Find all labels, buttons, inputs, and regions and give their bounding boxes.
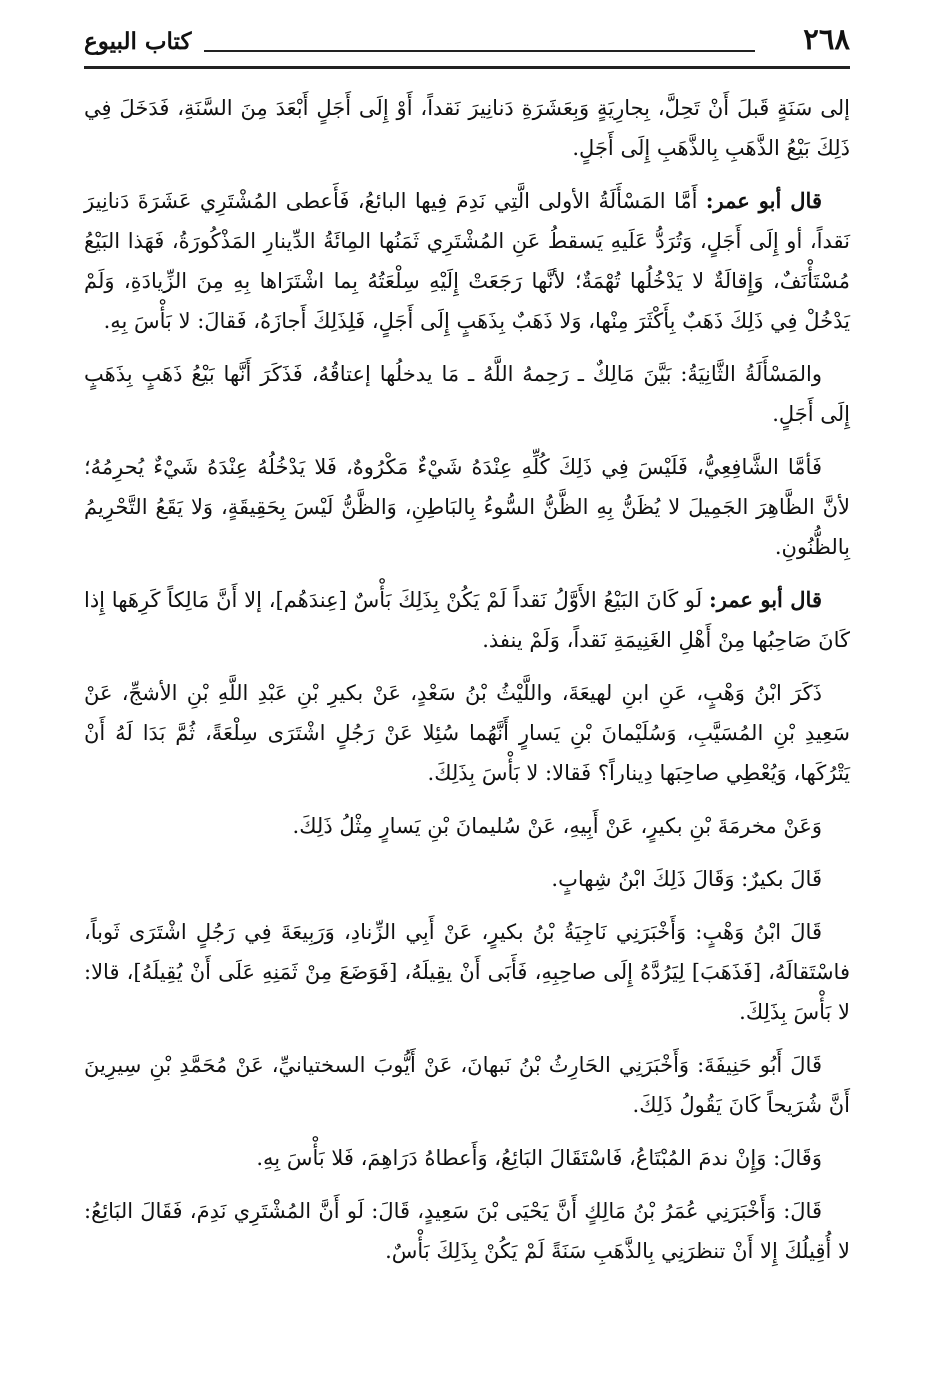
- paragraph: [84, 673, 850, 793]
- paragraph: [84, 580, 850, 660]
- paragraph: [84, 1045, 850, 1125]
- paragraph-text: فَأمَّا الشَّافِعِيُّ، فَلَيْسَ فِي ذَلِكَ كُلِّهِ عِنْدَهُ شَيْءٌ مَكْرُوهٌ، فَلا يَدْخُلُهُ عِنْدَهُ شَيْءٌ يُحرِمُهُ؛ لأنَّ الظَّاهِرَ الجَمِيلَ لا يُظَنُّ بِهِ الظَّنُّ السُّوءُ بِالبَاطِنِ، وَالظَّنُّ لَيْسَ بِحَقِيقَةٍ، وَلا يَقَعُ التَّحْرِيمُ بِالظُّنُونِ.: [84, 455, 850, 559]
- paragraph: [84, 806, 850, 846]
- paragraph-text: أَمَّا المَسْأَلَةُ الأولى الَّتِي نَدِمَ فِيها البائعُ، فَأَعطى المُشْتَرِي عَشَرَةَ دَنانِيرَ نَقداً، أو إِلَى أَجَلٍ، وَتُرَدُّ عَلَيهِ يَسقطُ عَنِ المُشْتَرِي ثَمَنُها المِائَةُ الدِّينارِ المَذْكُورَةُ، فَهَذا البَيْعُ مُسْتَأْنَفٌ، وَإِقالَةٌ لا يَدْخُلُها تُهْمَةٌ؛ لأنَّها رَجَعَتْ إِلَيْهِ سِلْعَتُهُ بِما اشْتَرَاها بِهِ مِنَ الزِّيادَةِ، وَلَمْ يَدْخُلْ فِي ذَلِكَ ذَهَبٌ بِأَكْثَرَ مِنْها، وَلا ذَهَبٌ بِذَهَبٍ إِلَى أَجَلٍ، فَلِذَلِكَ أَجازَهُ، فَقالَ: لا بَأْسَ بِهِ.: [84, 189, 850, 333]
- paragraph: [84, 447, 850, 567]
- running-title: كتاب البيوع: [84, 28, 192, 55]
- paragraph: [84, 1138, 850, 1178]
- paragraph: [84, 859, 850, 899]
- speaker-label: قال أبو عمر:: [708, 587, 822, 612]
- speaker-label: قال أبو عمر:: [705, 188, 822, 213]
- paragraph: [84, 181, 850, 341]
- paragraph-text: ذَكَرَ ابْنُ وَهْبٍ، عَنِ ابنِ لهيعَةَ، واللَّيْثُ بْنُ سَعْدٍ، عَنْ بكيرِ بْنِ عَبْدِ اللَّهِ بْنِ الأشجِّ، عَنْ سَعِيدِ بْنِ المُسَيَّبِ، وَسُلَيْمانَ بْنِ يَسارٍ أَنَّهُما سُئِلا عَنْ رَجُلٍ اشْتَرَى سِلْعَةً، ثُمَّ بَدَا لَهُ أَنْ يَتْرُكَها، وَيُعْطِي صاحِبَها دِيناراً؟ فَقالا: لا بَأْسَ بِذَلِكَ.: [84, 681, 850, 785]
- paragraph-text: قَالَ ابْنُ وَهْبٍ: وَأَخْبَرَنِي نَاجِيَةُ بْنُ بكيرٍ، عَنْ أَبِي الزِّنادِ، وَرَبِيعَةَ فِي رَجُلٍ اشْتَرَى ثَوباً، فاسْتَقالَهُ، [فَذَهَبَ] لِيَرُدَّهُ إِلَى صاحِبِهِ، فَأَبَى أَنْ يقِيلَهُ، [فَوَضَعَ مِنْ ثَمَنِهِ عَلَى أَنْ يُقِيلَهُ]، قالا: لا بَأْسَ بِذَلِكَ.: [84, 920, 850, 1024]
- page-header: [84, 22, 850, 64]
- header-underline: [84, 66, 850, 69]
- paragraph-text: والمَسْأَلَةُ الثَّانِيَةُ: بَيَّنَ مَالِكٌ ـ رَحِمهُ اللَّهُ ـ مَا يدخلُها إعتاقُهُ، فَذَكَرَ أَنَّها بَيْعُ ذَهَبٍ بِذَهَبٍ إِلَى أَجَلٍ.: [84, 362, 850, 426]
- paragraph: [84, 912, 850, 1032]
- header-rule: [204, 50, 755, 52]
- page-body: [84, 88, 850, 1271]
- paragraph: [84, 1191, 850, 1271]
- paragraph-text: لَو كَانَ البَيْعُ الأَوَّلُ نَقداً لَمْ يَكُنْ بِذَلِكَ بَأْسٌ [عِندَهُم]، إلا أَنَّ مَالِكاً كَرِهَها إِذا كَانَ صَاحِبُها مِنْ أَهْلِ الغَنِيمَةِ نَقداً، وَلَمْ ينفذ.: [84, 588, 850, 652]
- paragraph-text: قَالَ أَبُو حَنِيفَةَ: وَأَخْبَرَنِي الحَارِثُ بْنُ نَبهانَ، عَنْ أَيُّوبَ السختيانيِّ، عَنْ مُحَمَّدِ بْنِ سِيرِينَ أَنَّ شُرَيحاً كَانَ يَقُولُ ذَلِكَ.: [84, 1053, 850, 1117]
- paragraph-text: وَقَالَ: وَإِنْ ندمَ المُبْتَاعُ، فَاسْتَقَالَ البَائِعُ، وَأَعطاهُ دَرَاهِمَ، فَلا بَأْسَ بِهِ.: [256, 1146, 822, 1170]
- paragraph: [84, 88, 850, 168]
- paragraph-text: قَالَ بكيرٌ: وَقَالَ ذَلِكَ ابْنُ شِهابٍ.: [551, 867, 822, 891]
- paragraph-text: إلى سَنَةٍ قَبلَ أَنْ تَحِلَّ، بِجارِيَةٍ وَبِعَشَرَةِ دَنانِيرَ نَقداً، أَوْ إِلَى أَجَلٍ أَبْعَدَ مِنَ السَّنَةِ، فَدَخَلَ فِي ذَلِكَ بَيْعُ الذَّهَبِ بِالذَّهَبِ إِلَى أَجَلٍ.: [84, 96, 850, 160]
- paragraph-text: وَعَنْ مخرمَةَ بْنِ بكيرٍ، عَنْ أَبِيهِ، عَنْ سُليمانَ بْنِ يَسارٍ مِثْلُ ذَلِكَ.: [292, 814, 822, 838]
- page-number: ٢٦٨: [803, 22, 850, 56]
- paragraph: [84, 354, 850, 434]
- paragraph-text: قَالَ: وَأَخْبَرَنِي عُمَرُ بْنُ مَالِكٍ أَنَّ يَحْيَى بْنَ سَعِيدٍ، قَالَ: لَو أَنَّ المُشْتَرِي نَدِمَ، فَقَالَ البَائِعُ: لا أُقِيلُكَ إِلا أَنْ تنظرَنِي بِالذَّهَبِ سَنَةً لَمْ يَكُنْ بِذَلِكَ بَأْسٌ.: [84, 1199, 850, 1263]
